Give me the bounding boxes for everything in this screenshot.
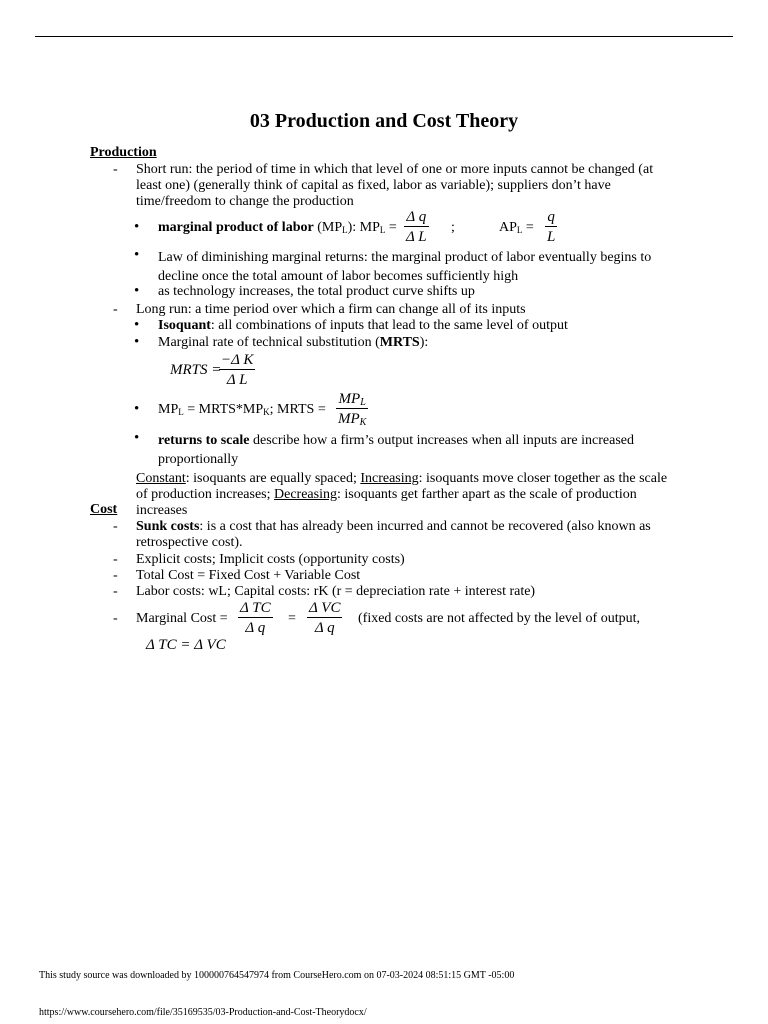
mp-text: MP xyxy=(338,411,360,427)
header-rule xyxy=(35,36,733,37)
bullet-marker: • xyxy=(134,334,140,350)
mp-text: MP xyxy=(338,391,361,407)
mc-tc-denominator: Δ q xyxy=(238,617,273,636)
mp-mrts-b: = MRTS*MP xyxy=(183,402,264,417)
bullet-marker: • xyxy=(134,219,140,235)
increasing-term: Increasing xyxy=(360,471,419,486)
dash-marker: - xyxy=(113,568,118,583)
mp-numerator: Δ q xyxy=(406,209,427,225)
mp-definition xyxy=(158,220,397,236)
delta-tc-vc-equation: Δ TC = Δ VC xyxy=(146,637,226,653)
ap-sub: L xyxy=(516,225,523,235)
isoquant-desc: : all combinations of inputs that lead to the same level of output xyxy=(210,318,568,333)
increasing-desc: : isoquants move closer together as the scale of production increases; xyxy=(136,471,668,502)
bullet-marker: • xyxy=(134,430,140,446)
decreasing-desc: : isoquants get farther apart as the scale of production increases xyxy=(136,487,637,518)
mp-open: (MP xyxy=(313,220,343,235)
mp-mrts-c: ; MRTS = xyxy=(269,402,326,417)
source-url[interactable]: https://www.coursehero.com/file/35169535/03-Production-and-Cost-Theorydocx/ xyxy=(39,1007,367,1018)
sunk-costs-text xyxy=(136,519,676,551)
mc-tc-numerator: Δ TC xyxy=(240,600,271,616)
marginal-cost-note: (fixed costs are not affected by the level of output, xyxy=(358,611,640,626)
short-run-text: Short run: the period of time in which that level of one or more inputs cannot be changed (at least one) (generally think of capital as fixed, labor as variable); suppliers don’t have time/freedom to change the production xyxy=(136,162,654,209)
mc-fraction-tc xyxy=(238,600,273,636)
mp-fraction xyxy=(404,209,429,245)
rts-desc: describe how a firm’s output increases when all inputs are increased proportionally xyxy=(158,433,634,467)
mp-sub-2: L xyxy=(379,225,386,235)
ap-fraction xyxy=(545,209,557,245)
mrts-intro-text: Marginal rate of technical substitution ( xyxy=(158,335,380,350)
mp-sub-k: K xyxy=(359,417,367,428)
constant-desc: : isoquants are equally spaced; xyxy=(185,471,361,486)
mp-denominator: Δ L xyxy=(404,226,429,245)
diminishing-returns-text: Law of diminishing marginal returns: the marginal product of labor eventually begins to decline once the total amount of labor becomes sufficiently high xyxy=(158,250,652,284)
bullet-marker: • xyxy=(134,247,140,263)
returns-to-scale-text xyxy=(158,431,676,469)
mp-mrts-relation xyxy=(158,402,326,418)
page-title: 03 Production and Cost Theory xyxy=(249,110,519,132)
mp-eq: = xyxy=(385,220,397,235)
dash-marker: - xyxy=(113,519,118,534)
technology-text: as technology increases, the total product curve shifts up xyxy=(158,284,475,299)
mrts-lhs: MRTS = xyxy=(170,362,222,378)
ap-eq: = xyxy=(522,220,534,235)
mrts-fraction xyxy=(219,352,255,388)
mrts-numerator: −Δ K xyxy=(221,352,254,368)
isoquant-text xyxy=(158,318,568,334)
constant-term: Constant xyxy=(136,471,186,486)
source-footer: This study source was downloaded by 100000764547974 from CourseHero.com on 07-03-2024 08:51:15 GMT -05:00 xyxy=(39,970,515,981)
bullet-marker: • xyxy=(134,317,140,333)
dash-marker: - xyxy=(113,302,118,317)
decreasing-term: Decreasing xyxy=(274,487,337,502)
ap-numerator: q xyxy=(547,209,555,225)
mp-close: ): MP xyxy=(347,220,380,235)
mc-vc-numerator: Δ VC xyxy=(309,600,341,616)
mc-vc-denominator: Δ q xyxy=(307,617,342,636)
mrts-term: MRTS xyxy=(379,335,420,350)
total-cost-text: Total Cost = Fixed Cost + Variable Cost xyxy=(136,568,361,583)
bullet-marker: • xyxy=(134,283,140,299)
long-run-text: Long run: a time period over which a firm can change all of its inputs xyxy=(136,302,526,317)
sunk-term: Sunk costs xyxy=(136,519,200,534)
rts-term: returns to scale xyxy=(158,433,250,448)
ap-denominator: L xyxy=(545,226,557,245)
mrts-mp-denominator xyxy=(336,408,368,427)
dash-marker: - xyxy=(113,584,118,599)
labor-capital-text: Labor costs: wL; Capital costs: rK (r = depreciation rate + interest rate) xyxy=(136,584,536,599)
mrts-intro xyxy=(158,335,428,351)
explicit-implicit-text: Explicit costs; Implicit costs (opportunity costs) xyxy=(136,552,405,567)
mp-sub-l: L xyxy=(360,397,366,408)
mp-term: marginal product of labor xyxy=(158,220,314,235)
bullet-marker: • xyxy=(134,401,140,417)
ap-label: AP xyxy=(499,220,517,235)
dash-marker: - xyxy=(113,162,118,177)
mrts-denominator: Δ L xyxy=(219,369,255,388)
mp-mrts-sub-l: L xyxy=(178,407,184,417)
isoquant-term: Isoquant xyxy=(158,318,211,333)
mrts-mp-fraction xyxy=(336,391,368,427)
mp-mrts-sub-k: K xyxy=(263,407,270,417)
sunk-desc: : is a cost that has already been incurred and cannot be recovered (also known as retrospective cost). xyxy=(136,519,651,550)
dash-marker: - xyxy=(113,611,118,626)
production-heading: Production xyxy=(90,145,157,160)
scale-types-text xyxy=(136,471,676,519)
dash-marker: - xyxy=(113,552,118,567)
ap-definition xyxy=(499,220,534,236)
mrts-mp-numerator xyxy=(336,391,368,408)
mp-mrts-a: MP xyxy=(158,402,179,417)
marginal-cost-label: Marginal Cost = xyxy=(136,611,228,626)
semicolon: ; xyxy=(451,220,455,235)
mp-sub: L xyxy=(342,225,348,235)
mc-fraction-vc xyxy=(307,600,342,636)
cost-heading: Cost xyxy=(90,502,118,517)
mrts-close: ): xyxy=(419,335,429,350)
mc-equals: = xyxy=(288,611,296,626)
